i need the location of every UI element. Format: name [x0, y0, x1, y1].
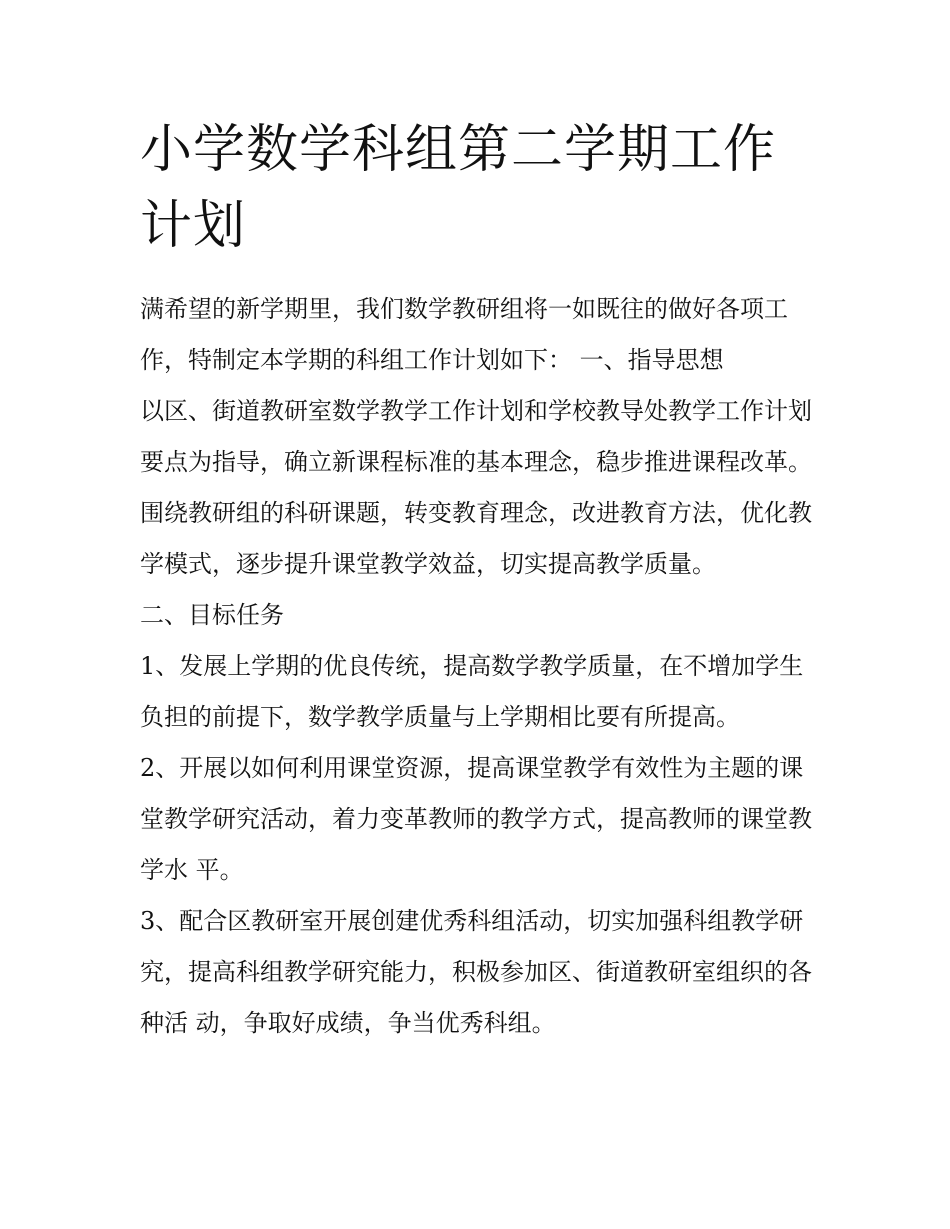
document-title: 小学数学科组第二学期工作计划 [140, 120, 777, 256]
section-heading-goals: 二、目标任务 [140, 601, 284, 629]
paragraph-intro: 满希望的新学期里，我们数学教研组将一如既往的做好各项工作，特制定本学期的科组工作计划如下： 一、指导思想 [140, 295, 788, 374]
paragraph-research-focus: 围绕教研组的科研课题，转变教育理念，改进教育方法，优化教学模式，逐步提升课堂教学效益，切实提高教学质量。 [140, 499, 812, 578]
paragraph-goal-1: 1、发展上学期的优良传统，提高数学教学质量，在不增加学生负担的前提下，数学教学质量与上学期相比要有所提高。 [140, 652, 804, 731]
paragraph-goal-2: 2、开展以如何利用课堂资源，提高课堂教学有效性为主题的课堂教学研究活动，着力变革教师的教学方式，提高教师的课堂教学水 平。 [140, 754, 812, 884]
paragraph-guiding-principle: 以区、街道教研室数学教学工作计划和学校教导处教学工作计划要点为指导，确立新课程标准的基本理念，稳步推进课程改革。 [140, 397, 812, 476]
document-body [140, 284, 815, 1049]
paragraph-goal-3: 3、配合区教研室开展创建优秀科组活动，切实加强科组教学研究，提高科组教学研究能力，积极参加区、街道教研室组织的各种活 动，争取好成绩，争当优秀科组。 [140, 907, 812, 1037]
document-page [140, 112, 815, 1049]
